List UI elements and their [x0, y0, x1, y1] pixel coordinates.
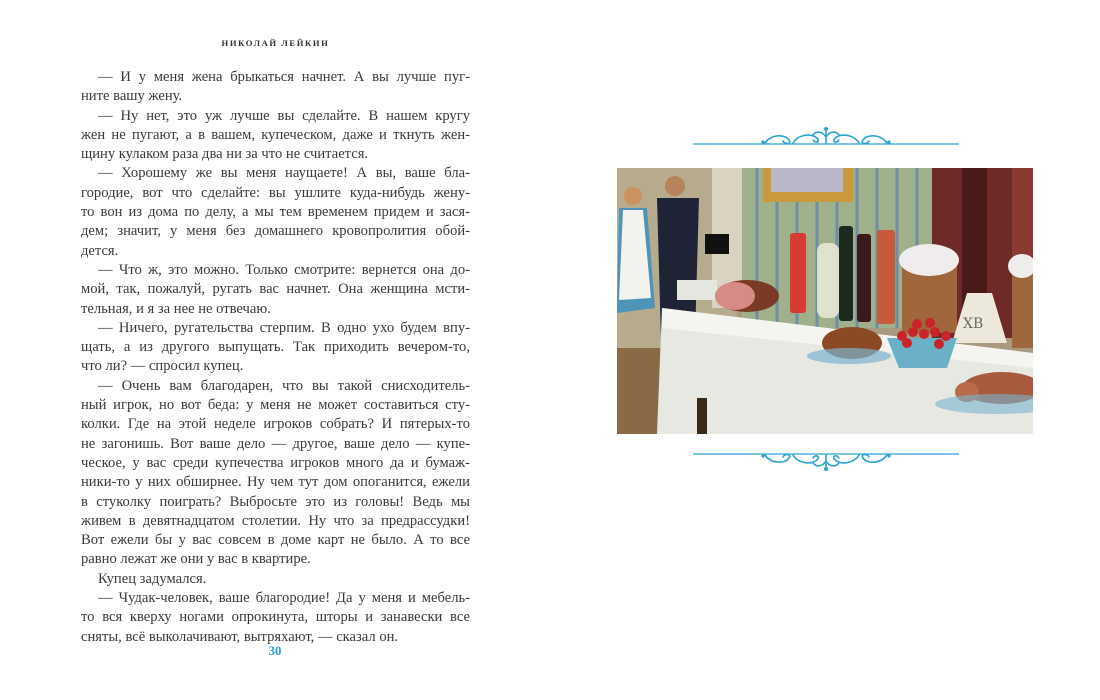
- text-line: ный игрок, но вот беда: у меня не может составиться сту-: [81, 397, 470, 414]
- text-line: щать, а из другого выпущать. Так приходить вечером-то,: [81, 339, 470, 356]
- text-line: ните вашу жену.: [81, 88, 183, 105]
- text-line: сняты, всё выколачивают, вытряхают, — сказал он.: [81, 628, 399, 645]
- body-text: [81, 68, 470, 647]
- text-line: в стуколку поиграть? Выбросьте это из головы! Ведь мы: [81, 493, 470, 510]
- text-line: живем в девятнадцатом столетии. Ну что за предрассудки!: [81, 512, 470, 529]
- text-line: колки. Где на этой неделе игроков собрать? И пятерых-то: [81, 416, 470, 433]
- right-page: [550, 0, 1100, 700]
- text-line: не загонишь. Вот ваше дело — другое, ваше дело — купе-: [81, 435, 470, 452]
- text-line: ники-то у них обширнее. Ну чем тут дом опоганится, ежели: [81, 474, 470, 491]
- text-line: что ли? — спросил купец.: [81, 358, 244, 375]
- text-line: жен не пугают, а в вашем, купеческом, даже и ткнуть жен-: [81, 126, 470, 143]
- text-line: то вон из дома по делу, а мы тем временем придем и зася-: [81, 204, 470, 221]
- svg-text:XB: XB: [963, 316, 984, 332]
- ornament-divider-bottom-icon: [693, 448, 959, 472]
- text-line: — И у меня жена брыкаться начнет. А вы лучше пуг-: [98, 69, 470, 85]
- text-line: мой, так, пожалуй, ругать вас начнет. Она женщина мсти-: [81, 281, 470, 298]
- text-line: щину кулаком раза два ни за что не считается.: [81, 146, 369, 163]
- text-line: — Хорошему же вы меня наущаете! А вы, ваше бла-: [98, 165, 470, 182]
- text-line: — Очень вам благодарен, что вы такой снисходитель-: [98, 377, 470, 394]
- text-line: дем; значит, у меня без домашнего кровопролития обой-: [81, 223, 470, 240]
- text-line: равно лежат же они у вас в квартире.: [81, 551, 311, 568]
- text-line: — Что ж, это можно. Только смотрите: вернется она до-: [98, 261, 470, 278]
- text-line: Вот ежели бы у вас совсем в доме карт не было. А то все: [81, 532, 470, 549]
- page-number: 30: [268, 643, 282, 658]
- text-line: — Ну нет, это уж лучше вы сделайте. В нашем кругу: [98, 107, 470, 124]
- text-line: городие, вот что сделайте: вы ушлите куда-нибудь жену-: [81, 184, 470, 201]
- text-line: ческое, у вас среди купечества игроков много да и бумаж-: [81, 454, 470, 471]
- text-line: то вся кверху ногами опрокинута, шторы и занавески все: [81, 609, 470, 626]
- text-line: тельная, и я за нее не отвечаю.: [81, 300, 271, 317]
- text-line: — Чудак-человек, ваше благородие! Да у меня и мебель-: [98, 590, 470, 607]
- ornament-divider-top-icon: [693, 126, 959, 150]
- illustration-painting: [617, 168, 1033, 434]
- text-line: — Ничего, ругательства стерпим. В одно ухо будем впу-: [98, 319, 470, 336]
- text-line: дется.: [81, 242, 119, 259]
- running-head-author: НИКОЛАЙ ЛЕЙКИН: [221, 38, 330, 48]
- text-line: Купец задумался.: [98, 570, 207, 587]
- easter-table-painting-icon: [617, 168, 1033, 434]
